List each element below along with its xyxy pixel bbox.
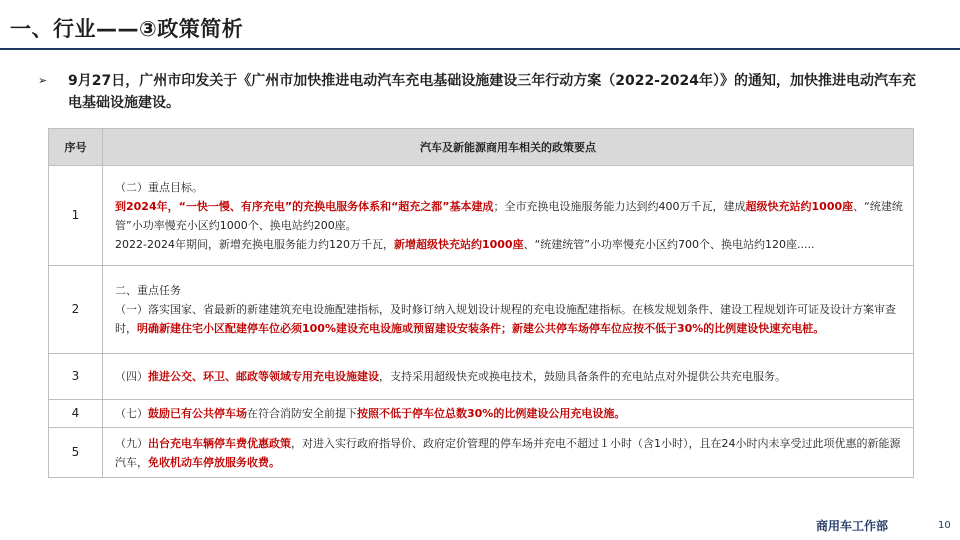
page-title: 一、行业——③政策简析 (10, 17, 244, 41)
content-line (115, 281, 903, 300)
body-text: （九） (115, 436, 148, 450)
highlight-text: 到2024年，“一快一慢、有序充电”的充换电服务体系和“超充之都”基本建成 (115, 199, 494, 213)
highlight-text: 新增超级快充站约1000座 (393, 237, 524, 251)
row-content (103, 166, 914, 266)
highlight-text: 推进公交、环卫、邮政等领域专用充电设施建设 (148, 370, 379, 383)
content-line (115, 434, 903, 472)
content-line (115, 235, 903, 254)
intro-bullet (38, 70, 918, 114)
body-text: 二、重点任务 (115, 284, 181, 297)
content-line (115, 300, 903, 338)
header-index: 序号 (49, 129, 103, 166)
body-text: （二）重点目标。 (115, 180, 203, 194)
body-text: （七） (115, 407, 148, 420)
row-content (103, 400, 914, 428)
row-content (103, 354, 914, 400)
body-text: 、“统建统管”小功率慢充小区约1000个、换电站约200座。 (115, 199, 903, 232)
row-index: 2 (49, 266, 103, 354)
highlight-text: 出台充电车辆停车费优惠政策 (148, 436, 291, 450)
highlight-text: 鼓励已有公共停车场 (148, 407, 247, 420)
bullet-arrow-icon: ➢ (38, 74, 48, 87)
row-index: 5 (49, 428, 103, 478)
table-row (49, 166, 914, 266)
highlight-text: 超级快充站约1000座 (745, 199, 854, 213)
highlight-text: 按照不低于停车位总数30%的比例建设公用充电设施。 (357, 407, 626, 420)
content-line (115, 367, 903, 386)
row-index: 1 (49, 166, 103, 266)
table-header-row (49, 129, 914, 166)
row-content (103, 428, 914, 478)
row-content (103, 266, 914, 354)
intro-text: 9月27日，广州市印发关于《广州市加快推进电动汽车充电基础设施建设三年行动方案（2022-2024年）》的通知，加快推进电动汽车充电基础设施建设。 (68, 73, 916, 111)
department-label: 商用车工作部 (816, 519, 889, 533)
body-text: ；全市充换电设施服务能力达到约400万千瓦，建成 (493, 199, 746, 213)
body-text: （一）落实国家、省最新的新建建筑充电设施配建指标，及时修订纳入规划设计规程的充电设施配建指标。在核发规划条件、建设工程规划许可证及设计方案审查时， (115, 303, 896, 335)
row-index: 3 (49, 354, 103, 400)
highlight-text: 明确新建住宅小区配建停车位必须100%建设充电设施或预留建设安装条件；新建公共停车场停车位应按不低于30%的比例建设快速充电桩。 (137, 322, 825, 335)
body-text: 在符合消防安全前提下 (247, 407, 357, 420)
table-row (49, 400, 914, 428)
table-row (49, 266, 914, 354)
table-row (49, 354, 914, 400)
body-text: 、“统建统管”小功率慢充小区约700个、换电站约120座..... (523, 237, 815, 251)
title-divider (0, 48, 960, 50)
header-policy-points: 汽车及新能源商用车相关的政策要点 (103, 129, 914, 166)
content-line (115, 197, 903, 235)
page-number: 10 (938, 520, 951, 531)
content-line (115, 404, 903, 423)
table-row (49, 428, 914, 478)
body-text: ，支持采用超级快充或换电技术，鼓励具备条件的充电站点对外提供公共充电服务。 (379, 370, 786, 383)
policy-table (48, 128, 914, 478)
body-text: ，对进入实行政府指导价、政府定价管理的停车场并充电不超过１小时（含1小时），且在24小时内未享受过此项优惠的新能源汽车， (115, 436, 901, 469)
highlight-text: 免收机动车停放服务收费。 (148, 455, 280, 469)
content-line (115, 178, 903, 197)
body-text: 2022-2024年期间，新增充换电服务能力约120万千瓦， (115, 237, 394, 251)
row-index: 4 (49, 400, 103, 428)
body-text: （四） (115, 370, 148, 383)
